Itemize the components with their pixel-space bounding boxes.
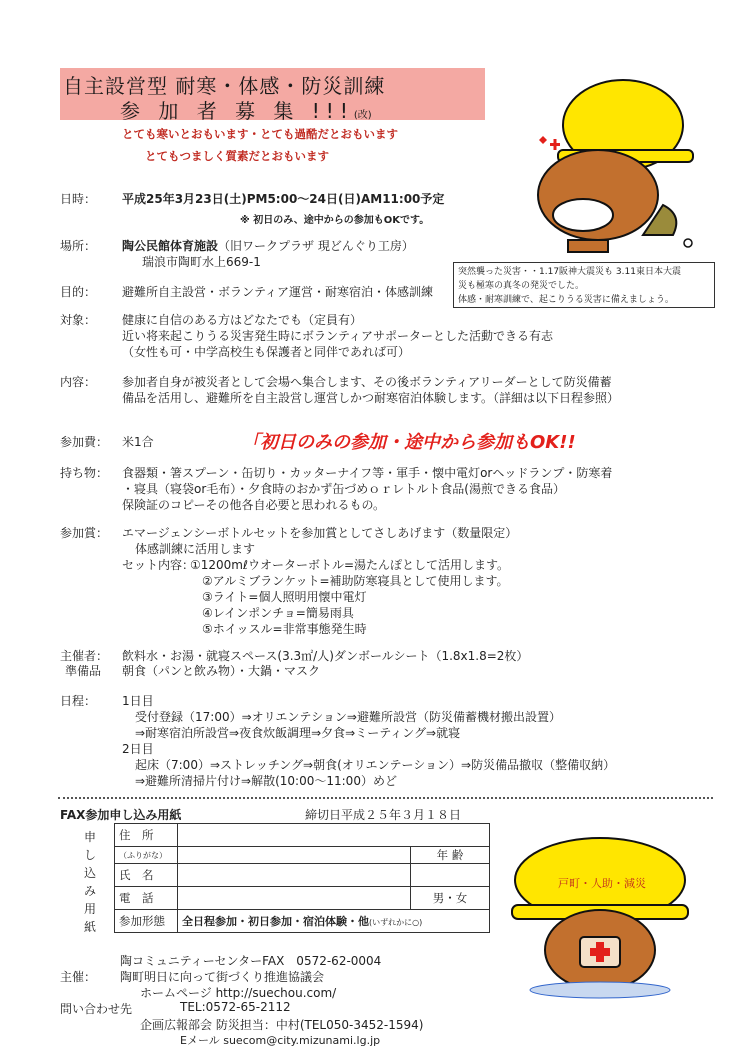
prize-line1: エマージェンシーボトルセットを参加賞としてさしあげます（数量限定） [122, 526, 518, 540]
schedule-label: 日程： [60, 694, 97, 708]
prize-set-4: ④レインポンチョ=簡易雨具 [202, 606, 354, 620]
form-type-options[interactable]: 全日程参加・初日参加・宿泊体験・他(いずれかに○) [178, 910, 490, 933]
contact-email[interactable]: Eメール suecom@city.mizunami.lg.jp [180, 1034, 381, 1047]
equipment-line2: 朝食（パンと飲み物）・大鍋・マスク [122, 664, 321, 678]
date-value: 平成25年3月23日(土)PM5:00～24日(日)AM11:00予定 [122, 192, 445, 206]
schedule-day1-line2: ⇒耐寒宿泊所設営⇒夜食炊飯調理⇒夕食⇒ミーティング⇒就寝 [135, 726, 461, 740]
form-type-label: 参加形態 [115, 910, 178, 933]
organizer-name: 陶町明日に向って街づくり推進協議会 [120, 970, 325, 984]
recruit-title: 参 加 者 募 集 !!!(改) [120, 99, 372, 123]
prize-set-1: ①1200mℓウオーターボトル=湯たんぽとして活用します。 [190, 558, 510, 572]
content-line2: 備品を活用し、避難所を自主設営し運営しかつ耐寒宿泊体験します。（詳細は以下日程参照） [122, 391, 620, 405]
schedule-day2: 2日目 [122, 742, 154, 756]
place-line1: 陶公民館体育施設（旧ワークプラザ 現どんぐり工房） [122, 239, 414, 253]
disaster-note-box: 突然襲った災害・・1.17阪神大震災も 3.11東日本大震 災も極寒の真冬の発災でした。 体感・耐寒訓練で、起こりうる災害に備えましょう。 [453, 262, 715, 308]
schedule-day1-line1: 受付登録（17:00）⇒オリエンテション⇒避難所設営（防災備蓄機材搬出設置） [135, 710, 561, 724]
prize-set-2: ②アルミブランケット=補助防寒寝具として使用します。 [202, 574, 509, 588]
mascot-helmet-icon [513, 55, 703, 255]
target-line1: 健康に自信のある方はどなたでも（定員有） [122, 313, 363, 327]
subtitle-1: とても寒いとおもいます・とても過酷だとおもいます [122, 127, 398, 141]
homepage-link[interactable]: ホームページ http://suechou.com/ [140, 986, 337, 1000]
helmet-text: 戸町・人助・減災 [558, 877, 646, 890]
age-field[interactable] [411, 864, 490, 887]
target-line2: 近い将来起こりうる災害発生時にボランティアサポーターとした活動できる有志 [122, 329, 554, 343]
purpose-value: 避難所自主設営・ボランティア運営・耐寒宿泊・体感訓練 [122, 285, 434, 299]
equipment-line1: 飲料水・お湯・就寝スペース(3.3㎡/人)ダンボールシート（1.8x1.8=2枚） [122, 649, 529, 663]
schedule-day2-line2: ⇒避難所清掃片付け⇒解散(10:00～11:00）めど [135, 774, 397, 788]
mascot-first-aid-icon [500, 825, 700, 1000]
gender-option[interactable]: 男・女 [411, 887, 490, 910]
form-deadline: 締切日平成２５年３月１８日 [305, 808, 462, 822]
form-vertical-label: 申 し 込 み 用 紙 [83, 830, 96, 934]
fee-label: 参加費： [60, 435, 109, 449]
name-label: 氏 名 [115, 864, 178, 887]
application-form [114, 823, 490, 933]
contact-label: 問い合わせ先 [60, 1002, 133, 1016]
place-address: 瑞浪市陶町水上669-1 [142, 255, 261, 269]
content-label: 内容： [60, 375, 97, 389]
phone-label: 電 話 [115, 887, 178, 910]
furigana-label: （ふりがな） [115, 847, 178, 864]
items-line1: 食器類・箸スプーン・缶切り・カッターナイフ等・軍手・懐中電灯orヘッドランプ・防寒着 [122, 466, 613, 480]
prize-set-5: ⑤ホイッスル=非常事態発生時 [202, 622, 367, 636]
prize-line2: 体感訓練に活用します [135, 542, 256, 556]
fax-number: 陶コミュニティーセンターFAX 0572-62-0004 [120, 954, 382, 968]
schedule-day2-line1: 起床（7:00）⇒ストレッチング⇒朝食(オリエンテーション）⇒防災備品撤収（整備収納） [135, 758, 616, 772]
address-label: 住 所 [115, 824, 178, 847]
items-label: 持ち物： [60, 466, 109, 480]
target-line3: （女性も可・中学高校生も保護者と同伴であれば可） [122, 345, 411, 359]
address-field[interactable] [178, 824, 490, 847]
equipment-label1: 主催者： [60, 649, 109, 663]
date-note: ※ 初日のみ、途中からの参加もOKです。 [240, 215, 430, 226]
items-line2: ・寝具（寝袋or毛布）・夕食時のおかず缶づめｏｒレトルト食品(湯煎できる食品） [122, 482, 565, 496]
main-title: 自主設営型 耐寒・体感・防災訓練 [63, 74, 386, 98]
fee-value: 米1合 [122, 435, 154, 449]
schedule-day1: 1日目 [122, 694, 154, 708]
items-line3: 保険証のコピーその他各自必要と思われるもの。 [122, 498, 386, 512]
form-title: FAX参加申し込み用紙 [60, 808, 182, 822]
place-label: 場所： [60, 239, 97, 253]
date-label: 日時： [60, 192, 97, 206]
prize-set-label: セット内容： [122, 558, 195, 572]
equipment-label2: 準備品 [65, 664, 102, 678]
organizer-label: 主催： [60, 970, 97, 984]
prize-label: 参加賞： [60, 526, 109, 540]
fee-highlight: 「初日のみの参加・途中から参加もOK!! [242, 432, 576, 453]
target-label: 対象： [60, 313, 97, 327]
contact-tel: TEL:0572-65-2112 [180, 1000, 291, 1014]
furigana-field[interactable] [178, 847, 411, 864]
purpose-label: 目的： [60, 285, 97, 299]
prize-set-3: ③ライト=個人照明用懐中電灯 [202, 590, 367, 604]
subtitle-2: とてもつましく質素だとおもいます [145, 149, 329, 163]
contact-dept: 企画広報部会 防災担当：中村(TEL050-3452-1594) [140, 1018, 424, 1032]
phone-field[interactable] [178, 887, 411, 910]
dotted-divider [58, 797, 713, 799]
age-label: 年 齢 [411, 847, 490, 864]
content-line1: 参加者自身が被災者として会場へ集合します、その後ボランティアリーダーとして防災備蓄 [122, 375, 612, 389]
name-field[interactable] [178, 864, 411, 887]
